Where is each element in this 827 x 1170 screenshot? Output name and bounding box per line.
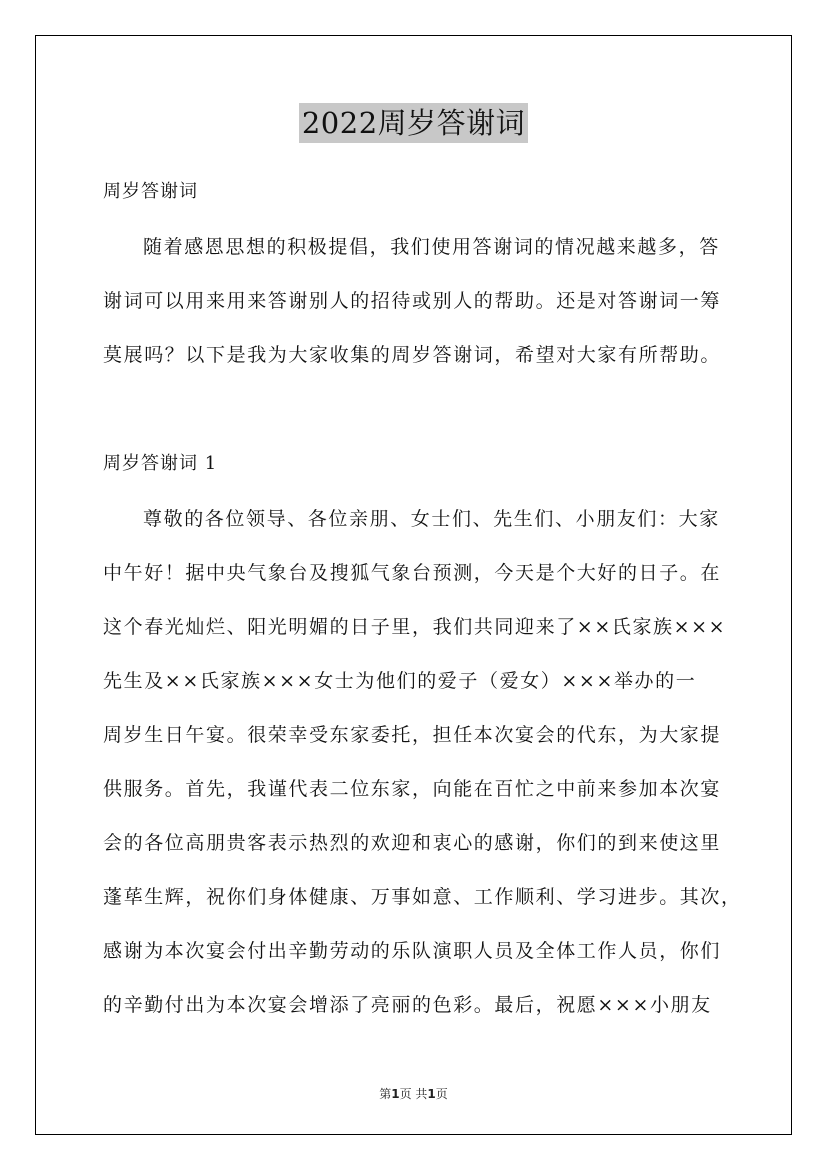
body-line: 先生及××氏家族×××女士为他们的爱子（爱女）×××举办的一 [103,670,697,692]
body-line: 尊敬的各位领导、各位亲朋、女士们、先生们、小朋友们：大家 [143,508,720,530]
document-title: 2022周岁答谢词 [299,103,528,143]
intro-line: 随着感恩思想的积极提倡，我们使用答谢词的情况越来越多，答 [143,236,720,258]
section-heading: 周岁答谢词 [103,181,198,202]
body-line: 会的各位高朋贵客表示热烈的欢迎和衷心的感谢，你们的到来使这里 [103,832,722,854]
footer-mid: 页 共 [399,1087,428,1101]
footer-suffix: 页 [435,1087,448,1101]
footer-page-number: 1 [391,1087,400,1101]
body-line: 的辛勤付出为本次宴会增添了亮丽的色彩。最后，祝愿×××小朋友 [103,994,712,1016]
body-line: 蓬荜生辉，祝你们身体健康、万事如意、工作顺利、学习进步。其次， [103,886,742,908]
body-line: 这个春光灿烂、阳光明媚的日子里，我们共同迎来了××氏家族××× [103,616,727,638]
body-line: 感谢为本次宴会付出辛勤劳动的乐队演职人员及全体工作人员，你们 [103,940,722,962]
body-paragraph [103,492,742,1032]
intro-line: 莫展吗？以下是我为大家收集的周岁答谢词，希望对大家有所帮助。 [103,344,722,366]
body-line: 中午好！据中央气象台及搜狐气象台预测，今天是个大好的日子。在 [103,562,722,584]
intro-line: 谢词可以用来用来答谢别人的招待或别人的帮助。还是对答谢词一筹 [103,290,722,312]
footer-page-total: 1 [427,1087,436,1101]
footer-prefix: 第 [379,1087,392,1101]
intro-paragraph [103,220,725,382]
page-footer [0,1085,827,1102]
sub-heading: 周岁答谢词 1 [103,453,218,474]
title-container [0,103,827,143]
body-line: 周岁生日午宴。很荣幸受东家委托，担任本次宴会的代东，为大家提 [103,724,722,746]
body-line: 供服务。首先，我谨代表二位东家，向能在百忙之中前来参加本次宴 [103,778,722,800]
